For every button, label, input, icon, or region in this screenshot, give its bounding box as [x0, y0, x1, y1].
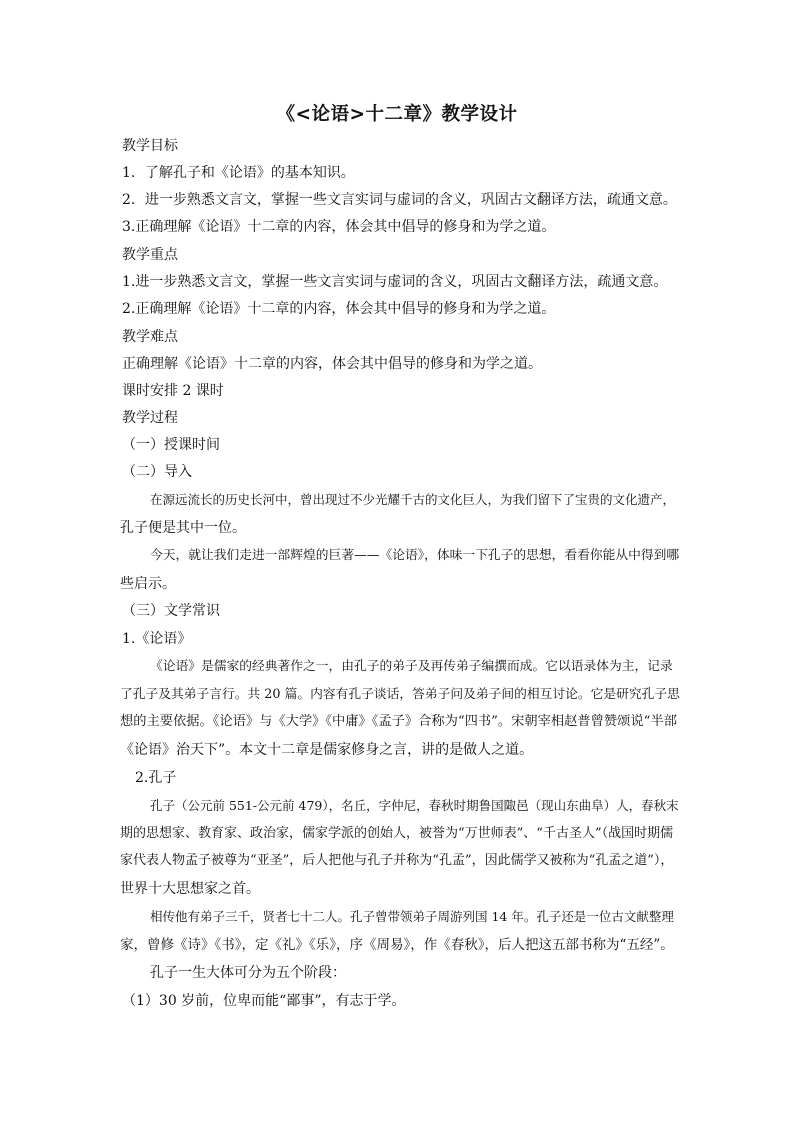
- lunyu-paragraph-line: 《论语》是儒家的经典著作之一，由孔子的弟子及再传弟子编撰而成。它以语录体为主，记录: [150, 659, 673, 674]
- class-schedule: 课时安排 2 课时: [122, 383, 224, 399]
- confucius-paragraph-line: 孔子（公元前 551-公元前 479），名丘，字仲尼，春秋时期鲁国陬邑（现山东曲阜）人，春秋末: [150, 798, 679, 813]
- intro-paragraph-line: 孔子便是其中一位。: [120, 520, 246, 536]
- confucius-paragraph-line: 世界十大思想家之首。: [120, 881, 260, 897]
- goal-item-2: 2．进一步熟悉文言文，掌握一些文言实词与虚词的含义，巩固古文翻译方法，疏通文意。: [122, 192, 677, 208]
- disciples-paragraph-line: 相传他有弟子三千，贤者七十二人。孔子曾带领弟子周游列国 14 年。孔子还是一位古文献整理: [150, 909, 674, 924]
- lunyu-paragraph-line: 《论语》治天下”。本文十二章是儒家修身之言，讲的是做人之道。: [120, 742, 534, 758]
- intro-paragraph-line: 在源远流长的历史长河中，曾出现过不少光耀千古的文化巨人，为我们留下了宝贵的文化遗产，: [150, 492, 676, 507]
- disciples-paragraph-line: 家，曾修《诗》《书》，定《礼》《乐》，序《周易》，作《春秋》，后人把这五部书称为“五经”。: [120, 937, 674, 953]
- lunyu-paragraph-line: 了孔子及其弟子言行。共 20 篇。内容有孔子谈话，答弟子问及弟子间的相互讨论。它是研究孔子思: [120, 687, 680, 702]
- intro-paragraph-line: 些启示。: [120, 576, 176, 592]
- heading-teaching-goals: 教学目标: [122, 138, 178, 154]
- confucius-paragraph-line: 期的思想家、教育家、政治家，儒家学派的创始人，被誉为“万世师表”、“千古圣人”（战国时期儒: [120, 826, 674, 841]
- key-point-2: 2.正确理解《论语》十二章的内容，体会其中倡导的修身和为学之道。: [122, 301, 556, 317]
- section-1-heading: （一）授课时间: [122, 437, 220, 453]
- section-2-heading: （二）导入: [122, 464, 192, 480]
- intro-paragraph-line: 今天，就让我们走进一部辉煌的巨著——《论语》，体味一下孔子的思想，看看你能从中得到哪: [150, 548, 680, 563]
- key-point-1: 1.进一步熟悉文言文，掌握一些文言实词与虚词的含义，巩固古文翻译方法，疏通文意。: [122, 274, 668, 290]
- life-stages-intro: 孔子一生大体可分为五个阶段：: [150, 965, 346, 981]
- goal-item-3: 3.正确理解《论语》十二章的内容，体会其中倡导的修身和为学之道。: [122, 219, 556, 235]
- heading-teaching-process: 教学过程: [122, 410, 178, 426]
- confucius-paragraph-line: 家代表人物孟子被尊为“亚圣”，后人把他与孔子并称为“孔孟”，因此儒学又被称为“孔孟之道”），: [120, 853, 674, 868]
- life-stage-1: （1）30 岁前，位卑而能“鄙事”，有志于学。: [122, 993, 406, 1009]
- lunyu-paragraph-line: 想的主要依据。《论语》与《大学》《中庸》《孟子》合称为“四书”。宋朝宰相赵普曾赞颂说“半部: [120, 714, 677, 729]
- section-3-heading: （三）文学常识: [122, 603, 220, 619]
- subsection-lunyu-heading: 1.《论语》: [122, 631, 192, 647]
- heading-difficulties: 教学难点: [122, 329, 178, 345]
- document-title: 《<论语>十二章》教学设计: [276, 104, 518, 125]
- goal-item-1: 1．了解孔子和《论语》的基本知识。: [122, 165, 355, 181]
- subsection-confucius-heading: 2.孔子: [135, 770, 177, 786]
- heading-key-points: 教学重点: [122, 247, 178, 263]
- difficulty-text: 正确理解《论语》十二章的内容，体会其中倡导的修身和为学之道。: [122, 356, 542, 372]
